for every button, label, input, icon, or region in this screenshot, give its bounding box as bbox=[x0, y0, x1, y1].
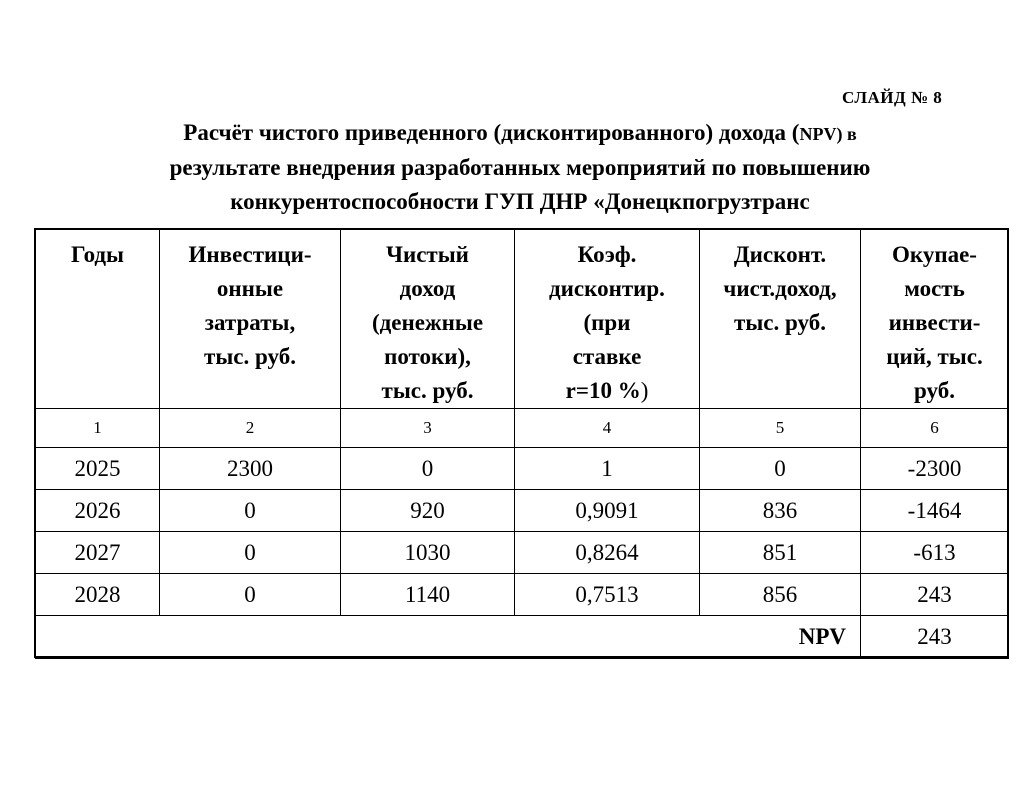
cell-discounted-income: 836 bbox=[700, 490, 861, 532]
column-index: 6 bbox=[861, 409, 1009, 448]
header-line: чист.доход, bbox=[723, 276, 837, 301]
cell-net-income: 920 bbox=[341, 490, 515, 532]
cell-coefficient: 0,9091 bbox=[515, 490, 700, 532]
header-line: (денежные bbox=[371, 310, 484, 335]
header-line: мость bbox=[904, 276, 965, 301]
column-index: 2 bbox=[160, 409, 341, 448]
header-line: руб. bbox=[914, 378, 955, 403]
header-line: тыс. руб. bbox=[734, 310, 826, 335]
cell-year: 2025 bbox=[36, 448, 160, 490]
header-discount-coefficient bbox=[515, 230, 700, 409]
cell-discounted-income: 851 bbox=[700, 532, 861, 574]
column-index: 1 bbox=[36, 409, 160, 448]
npv-total-row bbox=[36, 616, 1009, 659]
cell-year: 2026 bbox=[36, 490, 160, 532]
cell-investment: 0 bbox=[160, 490, 341, 532]
header-investment-costs bbox=[160, 230, 341, 409]
npv-calculation-table bbox=[35, 229, 1009, 659]
header-rate-value: r=10 % bbox=[565, 378, 641, 403]
cell-net-income: 1140 bbox=[341, 574, 515, 616]
header-line: Годы bbox=[70, 242, 125, 267]
cell-payback: -2300 bbox=[861, 448, 1009, 490]
header-discounted-income bbox=[700, 230, 861, 409]
page-title bbox=[60, 116, 980, 219]
cell-year: 2027 bbox=[36, 532, 160, 574]
cell-investment: 0 bbox=[160, 532, 341, 574]
header-rate-close: ) bbox=[640, 378, 649, 403]
header-row bbox=[36, 230, 1009, 409]
title-line-1 bbox=[60, 116, 980, 151]
header-line: тыс. руб. bbox=[204, 344, 296, 369]
cell-payback: -1464 bbox=[861, 490, 1009, 532]
header-line: Инвестици- bbox=[188, 242, 312, 267]
title-line-2: результате внедрения разработанных мероприятий по повышению bbox=[169, 155, 871, 180]
cell-payback: -613 bbox=[861, 532, 1009, 574]
title-line-3: конкурентоспособности ГУП ДНР «Донецкпогрузтранс bbox=[230, 189, 810, 214]
header-payback bbox=[861, 230, 1009, 409]
cell-coefficient: 0,8264 bbox=[515, 532, 700, 574]
header-line: дисконтир. bbox=[549, 276, 665, 301]
header-line: онные bbox=[216, 276, 284, 301]
cell-net-income: 0 bbox=[341, 448, 515, 490]
cell-investment: 2300 bbox=[160, 448, 341, 490]
header-line: инвести- bbox=[888, 310, 981, 335]
header-line: доход bbox=[399, 276, 456, 301]
column-index: 4 bbox=[515, 409, 700, 448]
header-line: ставке bbox=[572, 344, 642, 369]
table-row bbox=[36, 490, 1009, 532]
header-line: Окупае- bbox=[892, 242, 977, 267]
cell-year: 2028 bbox=[36, 574, 160, 616]
column-index-row bbox=[36, 409, 1009, 448]
header-line: Чистый bbox=[386, 242, 469, 267]
cell-coefficient: 1 bbox=[515, 448, 700, 490]
header-line: ций, тыс. bbox=[886, 344, 983, 369]
header-line: (при bbox=[583, 310, 631, 335]
cell-coefficient: 0,7513 bbox=[515, 574, 700, 616]
header-net-income bbox=[341, 230, 515, 409]
slide-number-label: СЛАЙД № 8 bbox=[842, 88, 943, 107]
header-line-rate bbox=[515, 374, 699, 408]
cell-payback: 243 bbox=[861, 574, 1009, 616]
npv-label: NPV bbox=[36, 616, 861, 659]
header-line: потоки), bbox=[384, 344, 471, 369]
header-line: Коэф. bbox=[577, 242, 637, 267]
table-row bbox=[36, 448, 1009, 490]
header-line: Дисконт. bbox=[733, 242, 827, 267]
npv-value: 243 bbox=[861, 616, 1009, 659]
column-index: 3 bbox=[341, 409, 515, 448]
cell-discounted-income: 0 bbox=[700, 448, 861, 490]
cell-investment: 0 bbox=[160, 574, 341, 616]
title-npv: NPV bbox=[799, 124, 837, 144]
title-part-1: Расчёт чистого приведенного (дисконтированного) дохода ( bbox=[183, 120, 800, 145]
header-line: тыс. руб. bbox=[381, 378, 474, 403]
cell-net-income: 1030 bbox=[341, 532, 515, 574]
header-line: затраты, bbox=[204, 310, 296, 335]
header-years bbox=[36, 230, 160, 409]
table-row bbox=[36, 532, 1009, 574]
table-row bbox=[36, 574, 1009, 616]
title-part-2: ) в bbox=[836, 124, 857, 144]
cell-discounted-income: 856 bbox=[700, 574, 861, 616]
column-index: 5 bbox=[700, 409, 861, 448]
